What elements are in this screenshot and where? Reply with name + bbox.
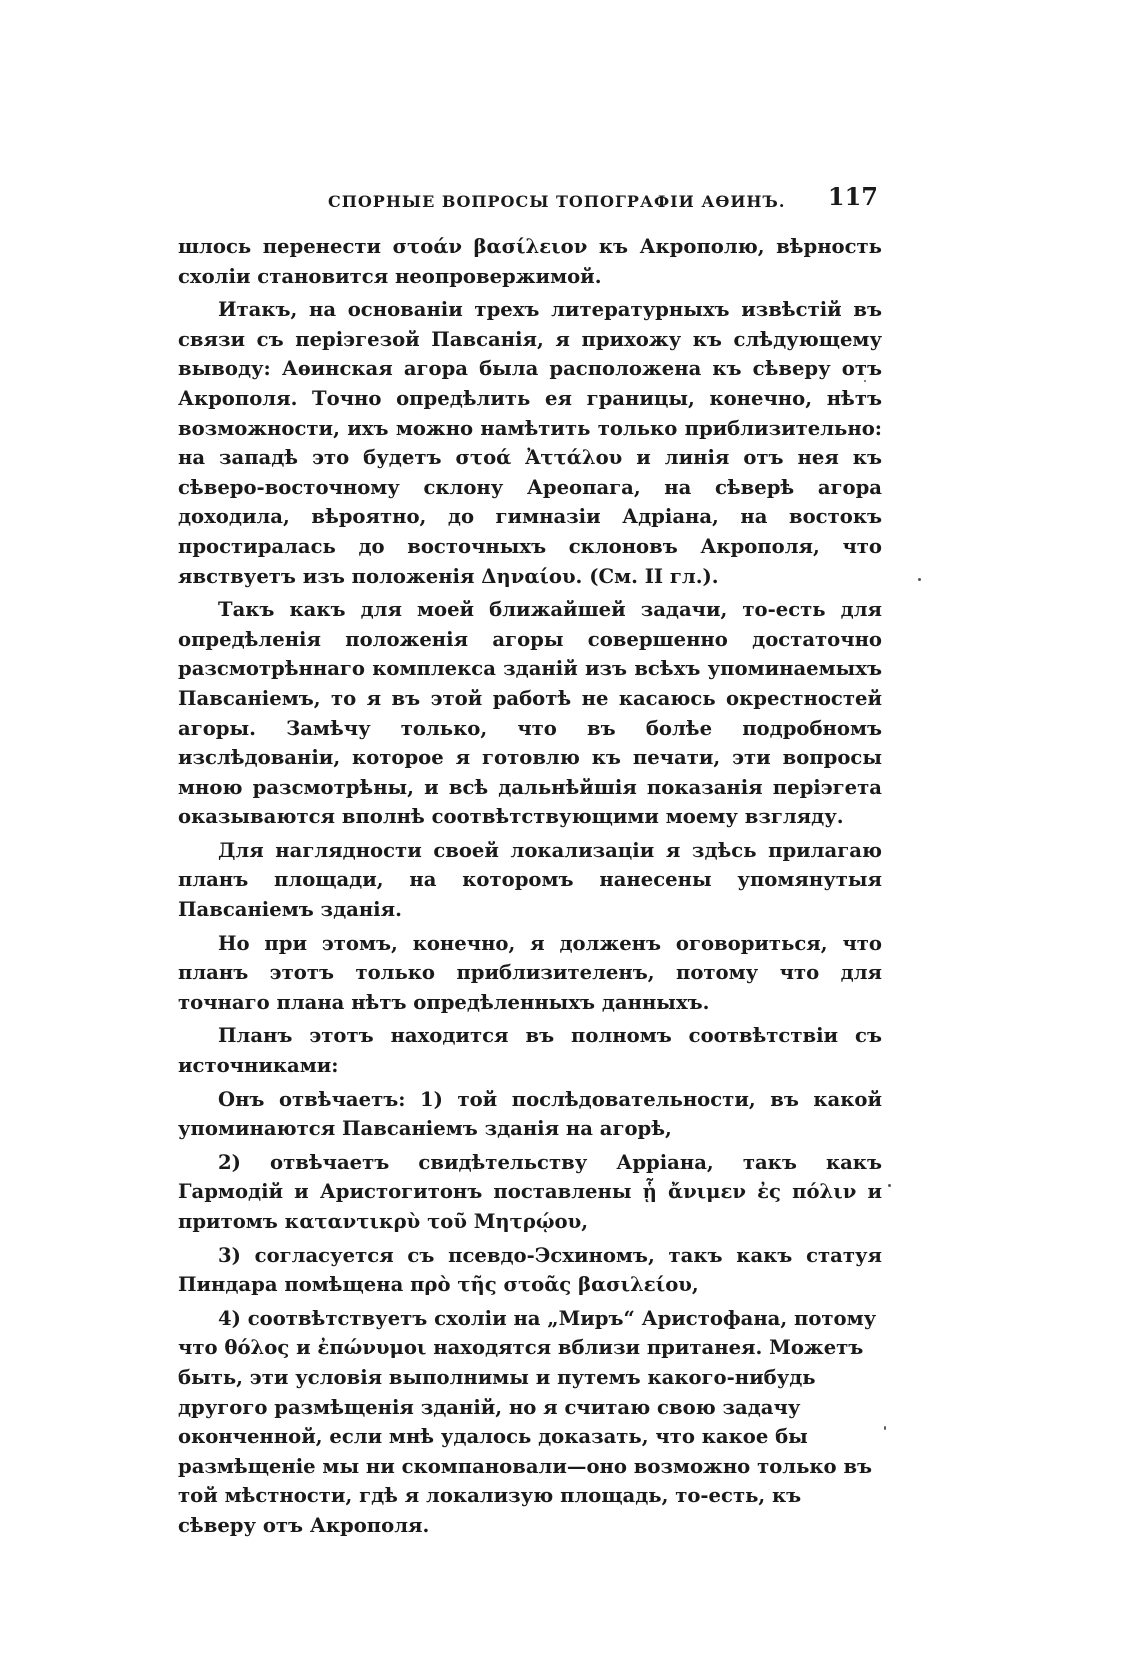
paragraph-5: Но при этомъ, конечно, я долженъ оговориться, что планъ этотъ только приблизителенъ, потому что для точнаго плана нѣтъ опредѣленныхъ данныхъ. (178, 931, 882, 1014)
scan-speck (884, 1426, 886, 1430)
paragraph-2: Итакъ, на основаніи трехъ литературныхъ извѣстій въ связи съ періэгезой Павсанія, я прихожу къ слѣдующему выводу: Аѳинская агора была расположена къ сѣверу отъ Акрополя. Точно опредѣлить ея границы, конечно, нѣтъ возможности, ихъ можно намѣтить только приблизительно: на западѣ это будетъ στοά Ἀττάλου и линія отъ нея къ сѣверо-восточному склону Ареопага, на сѣверѣ агора доходила, вѣроятно, до гимназіи Адріана, на востокъ простиралась до восточныхъ склоновъ Акрополя, что явствуетъ изъ положенія Δηναίου. (См. II гл.). (178, 298, 882, 588)
scan-speck (888, 1184, 891, 1187)
page-number: 117 (827, 182, 878, 211)
scan-speck (918, 578, 921, 581)
running-head (178, 182, 878, 222)
paragraph-6: Планъ этотъ находится въ полномъ соотвѣтствіи съ источниками: (178, 1024, 882, 1078)
paragraph-9: 3) согласуется съ псевдо-Эсхиномъ, такъ какъ статуя Пиндара помѣщена πρὸ τῆς στοᾶς βασιλείου, (178, 1243, 882, 1297)
body-text (178, 232, 882, 1545)
paragraph-10: 4) соотвѣтствуетъ схоліи на „Миръ“ Аристофана, потому что θόλος и ἐπώνυμοι находятся вблизи пританея. Можетъ быть, эти условія выполнимы и путемъ какого-нибудь другого размѣщенія зданій, но я считаю свою задачу оконченной, если мнѣ удалось доказать, что какое бы размѣщеніе мы ни скомпановали—оно возможно только въ той мѣстности, гдѣ я локализую площадь, то-есть, къ сѣверу отъ Акрополя. (178, 1306, 877, 1537)
paragraph-4: Для наглядности своей локализаціи я здѣсь прилагаю планъ площади, на которомъ нанесены упомянутыя Павсаніемъ зданія. (178, 838, 882, 922)
scan-speck (864, 380, 866, 382)
paragraph-3: Такъ какъ для моей ближайшей задачи, то-есть для опредѣленія положенія агоры совершенно достаточно разсмотрѣннаго комплекса зданій изъ всѣхъ упоминаемыхъ Павсаніемъ, то я въ этой работѣ не касаюсь окрестностей агоры. Замѣчу только, что въ болѣе подробномъ изслѣдованіи, которое я готовлю къ печати, эти вопросы мною разсмотрѣны, и всѣ дальнѣйшія показанія періэгета оказываются вполнѣ соотвѣтствующими моему взгляду. (178, 598, 882, 829)
paragraph-1: шлось перенести στοάν βασίλειον къ Акрополю, вѣрность схоліи становится неопровержимой. (178, 235, 882, 288)
paragraph-8: 2) отвѣчаетъ свидѣтельству Арріана, такъ какъ Гармодій и Аристогитонъ поставлены ᾗ ἄνιμεν ἐς πόλιν и притомъ καταντικρὺ τοῦ Μητρῴου, (178, 1150, 882, 1233)
paragraph-7: Онъ отвѣчаетъ: 1) той послѣдовательности, въ какой упоминаются Павсаніемъ зданія на агорѣ, (178, 1087, 882, 1141)
running-title: СПОРНЫЕ ВОПРОСЫ ТОПОГРАФІИ АѲИНЪ. (328, 192, 786, 211)
